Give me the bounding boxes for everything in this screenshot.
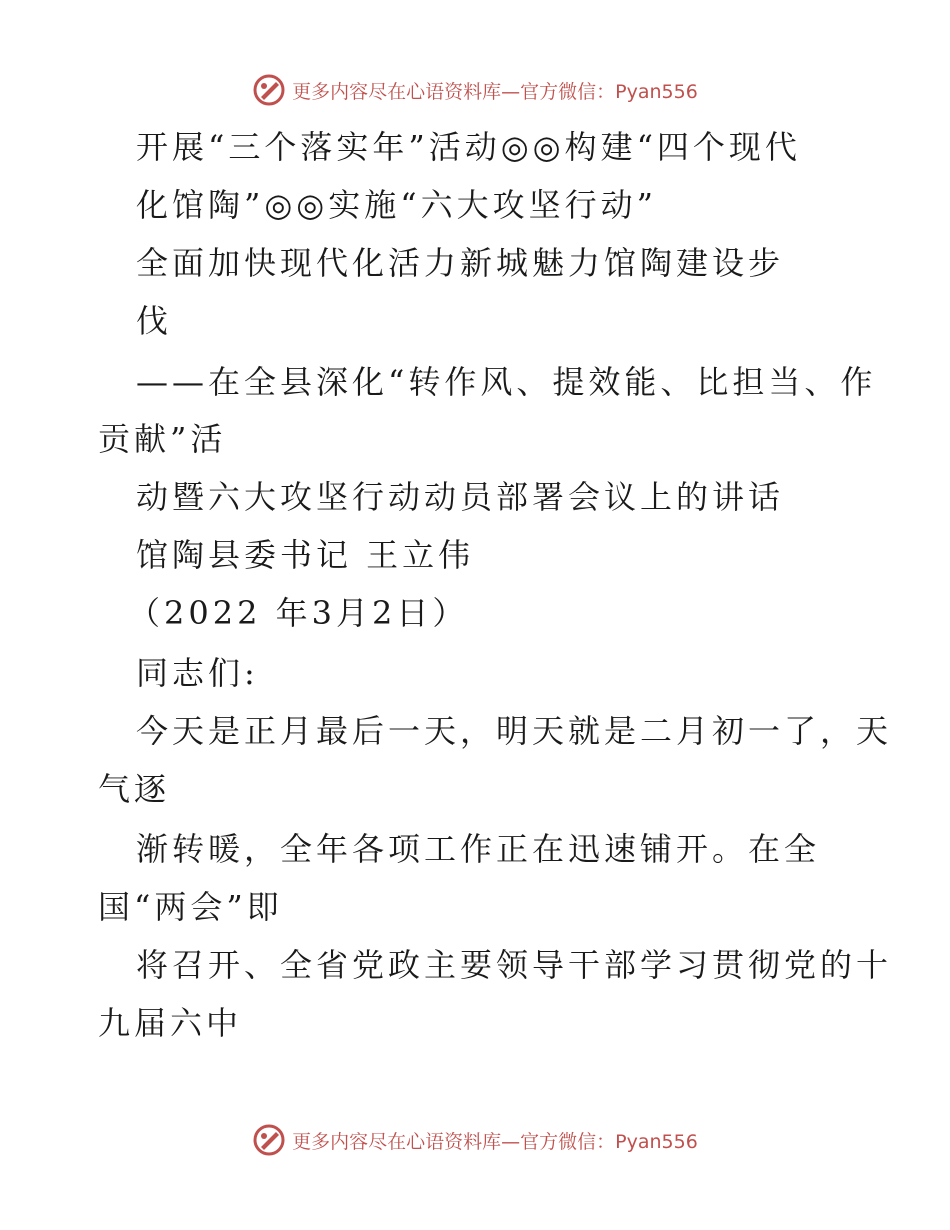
body-line-2: 气逐 <box>98 770 171 808</box>
salutation-line: 同志们: <box>136 654 259 692</box>
subtitle-line-3: 动暨六大攻坚行动动员部署会议上的讲话 <box>136 478 785 516</box>
watermark-logo-icon <box>252 1123 286 1157</box>
author-line: 馆陶县委书记 王立伟 <box>136 536 475 574</box>
title-line-3: 全面加快现代化活力新城魅力馆陶建设步 <box>136 244 785 282</box>
body-line-5: 将召开、全省党政主要领导干部学习贯彻党的十 <box>136 946 893 984</box>
body-line-6: 九届六中 <box>98 1004 243 1042</box>
date-line: （2022 年3月2日） <box>128 594 469 632</box>
watermark-footer <box>0 1120 950 1160</box>
subtitle-line-2: 贡献”活 <box>98 420 227 458</box>
subtitle-line-1: ——在全县深化“转作风、提效能、比担当、作 <box>136 363 877 401</box>
title-line-4: 伐 <box>136 302 173 340</box>
body-line-3: 渐转暖，全年各项工作正在迅速铺开。在全 <box>136 830 821 868</box>
title-line-2: 化馆陶”◎◎实施“六大攻坚行动” <box>136 186 657 224</box>
title-line-1: 开展“三个落实年”活动◎◎构建“四个现代 <box>136 128 801 166</box>
watermark-text: 更多内容尽在心语资料库—官方微信：Pyan556 <box>292 80 698 103</box>
body-line-4: 国“两会”即 <box>98 888 283 926</box>
watermark-text: 更多内容尽在心语资料库—官方微信：Pyan556 <box>292 1130 698 1153</box>
body-line-1: 今天是正月最后一天，明天就是二月初一了，天 <box>136 712 893 750</box>
